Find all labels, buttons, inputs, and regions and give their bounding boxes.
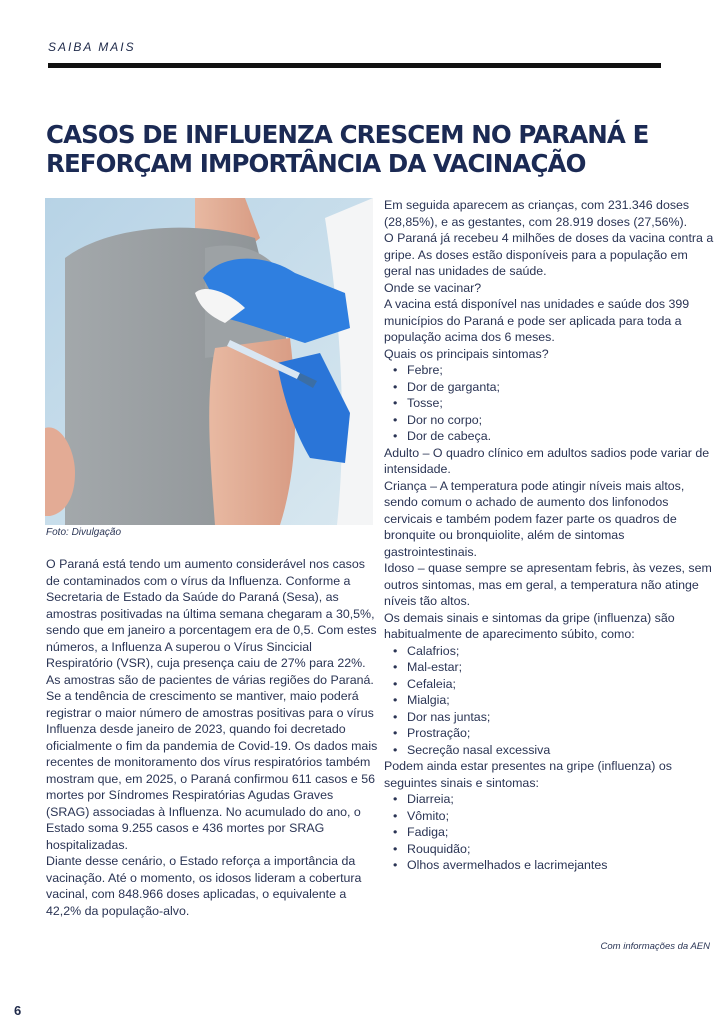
vaccination-photo (45, 198, 373, 525)
list-item: • Vômito; (384, 808, 714, 825)
paragraph: O Paraná está tendo um aumento considerável nos casos de contaminados com o vírus da Influenza. Conforme a Secretaria de Estado da Saúde do Paraná (Sesa), as amostras positivadas na última semana chegaram a 30,5%, sendo que em janeiro a porcentagem era de 0,5. Com estes números, a Influenza A superou o Vírus Sincicial Respiratório (VSR), cuja presença caiu de 27% para 22%. As amostras são de pacientes de várias regiões do Paraná. (46, 557, 377, 687)
list-item: • Rouquidão; (384, 841, 714, 858)
symptoms-list (384, 362, 714, 445)
list-item: • Tosse; (384, 395, 714, 412)
section-header: SAIBA MAIS (48, 40, 136, 54)
paragraph: Os demais sinais e sintomas da gripe (influenza) são habitualmente de aparecimento súbito, como: (384, 610, 675, 641)
paragraph-elderly: Idoso – quase sempre se apresentam febris, às vezes, sem outros sintomas, mas em geral, a temperatura não atinge níveis tão altos. (384, 561, 712, 608)
paragraph: Podem ainda estar presentes na gripe (influenza) os seguintes sinais e sintomas: (384, 759, 672, 790)
header-divider (48, 63, 661, 68)
photo-caption: Foto: Divulgação (46, 527, 122, 538)
paragraph: O Paraná já recebeu 4 milhões de doses da vacina contra a gripe. As doses estão disponíveis para a população em geral nas unidades de saúde. (384, 231, 714, 278)
other-symptoms-list (384, 643, 714, 759)
left-column (46, 556, 378, 919)
list-item: • Dor de garganta; (384, 379, 714, 396)
list-item: • Cefaleia; (384, 676, 714, 693)
paragraph: Se a tendência de crescimento se mantiver, maio poderá registrar o maior número de amostras positivas para o vírus Influenza desde janeiro de 2023, quando foi decretado oficialmente o fim da pandemia de Covid-19. Os dados mais recentes de monitoramento dos vírus respiratórios também mostram que, em 2025, o Paraná confirmou 611 casos e 56 mortes por Síndromes Respiratórias Agudas Graves (SRAG) associadas à Influenza. No acumulado do ano, o Estado soma 9.255 casos e 436 mortes por SRAG hospitalizadas. (46, 689, 378, 852)
list-item: • Mialgia; (384, 692, 714, 709)
subheading-where: Onde se vacinar? (384, 280, 482, 295)
paragraph: Em seguida aparecem as crianças, com 231.346 doses (28,85%), e as gestantes, com 28.919 doses (27,56%). (384, 198, 690, 229)
subheading-symptoms: Quais os principais sintomas? (384, 346, 549, 361)
paragraph: A vacina está disponível nas unidades e saúde dos 399 municípios do Paraná e pode ser aplicada para toda a população acima dos 6 meses. (384, 297, 690, 344)
list-item: • Fadiga; (384, 824, 714, 841)
more-symptoms-list (384, 791, 714, 874)
list-item: • Mal-estar; (384, 659, 714, 676)
list-item: • Dor no corpo; (384, 412, 714, 429)
paragraph-child: Criança – A temperatura pode atingir níveis mais altos, sendo comum o achado de aumento dos linfonodos cervicais e também podem fazer parte os quadros de bronquite ou bronquiolite, além de sintomas gastrointestinais. (384, 478, 685, 559)
right-column (384, 197, 714, 874)
page-number: 6 (14, 1003, 22, 1018)
list-item: • Dor nas juntas; (384, 709, 714, 726)
list-item: • Febre; (384, 362, 714, 379)
list-item: • Prostração; (384, 725, 714, 742)
article-title: CASOS DE INFLUENZA CRESCEM NO PARANÁ E REFORÇAM IMPORTÂNCIA DA VACINAÇÃO (46, 120, 649, 178)
list-item: • Dor de cabeça. (384, 428, 714, 445)
list-item: • Secreção nasal excessiva (384, 742, 714, 759)
list-item: • Olhos avermelhados e lacrimejantes (384, 857, 714, 874)
source-credit: Com informações da AEN (600, 941, 710, 952)
paragraph: Diante desse cenário, o Estado reforça a importância da vacinação. Até o momento, os idosos lideram a cobertura vacinal, com 848.966 doses aplicadas, o equivalente a 42,2% da população-alvo. (46, 854, 362, 918)
paragraph-adult: Adulto – O quadro clínico em adultos sadios pode variar de intensidade. (384, 445, 710, 476)
list-item: • Calafrios; (384, 643, 714, 660)
list-item: • Diarreia; (384, 791, 714, 808)
